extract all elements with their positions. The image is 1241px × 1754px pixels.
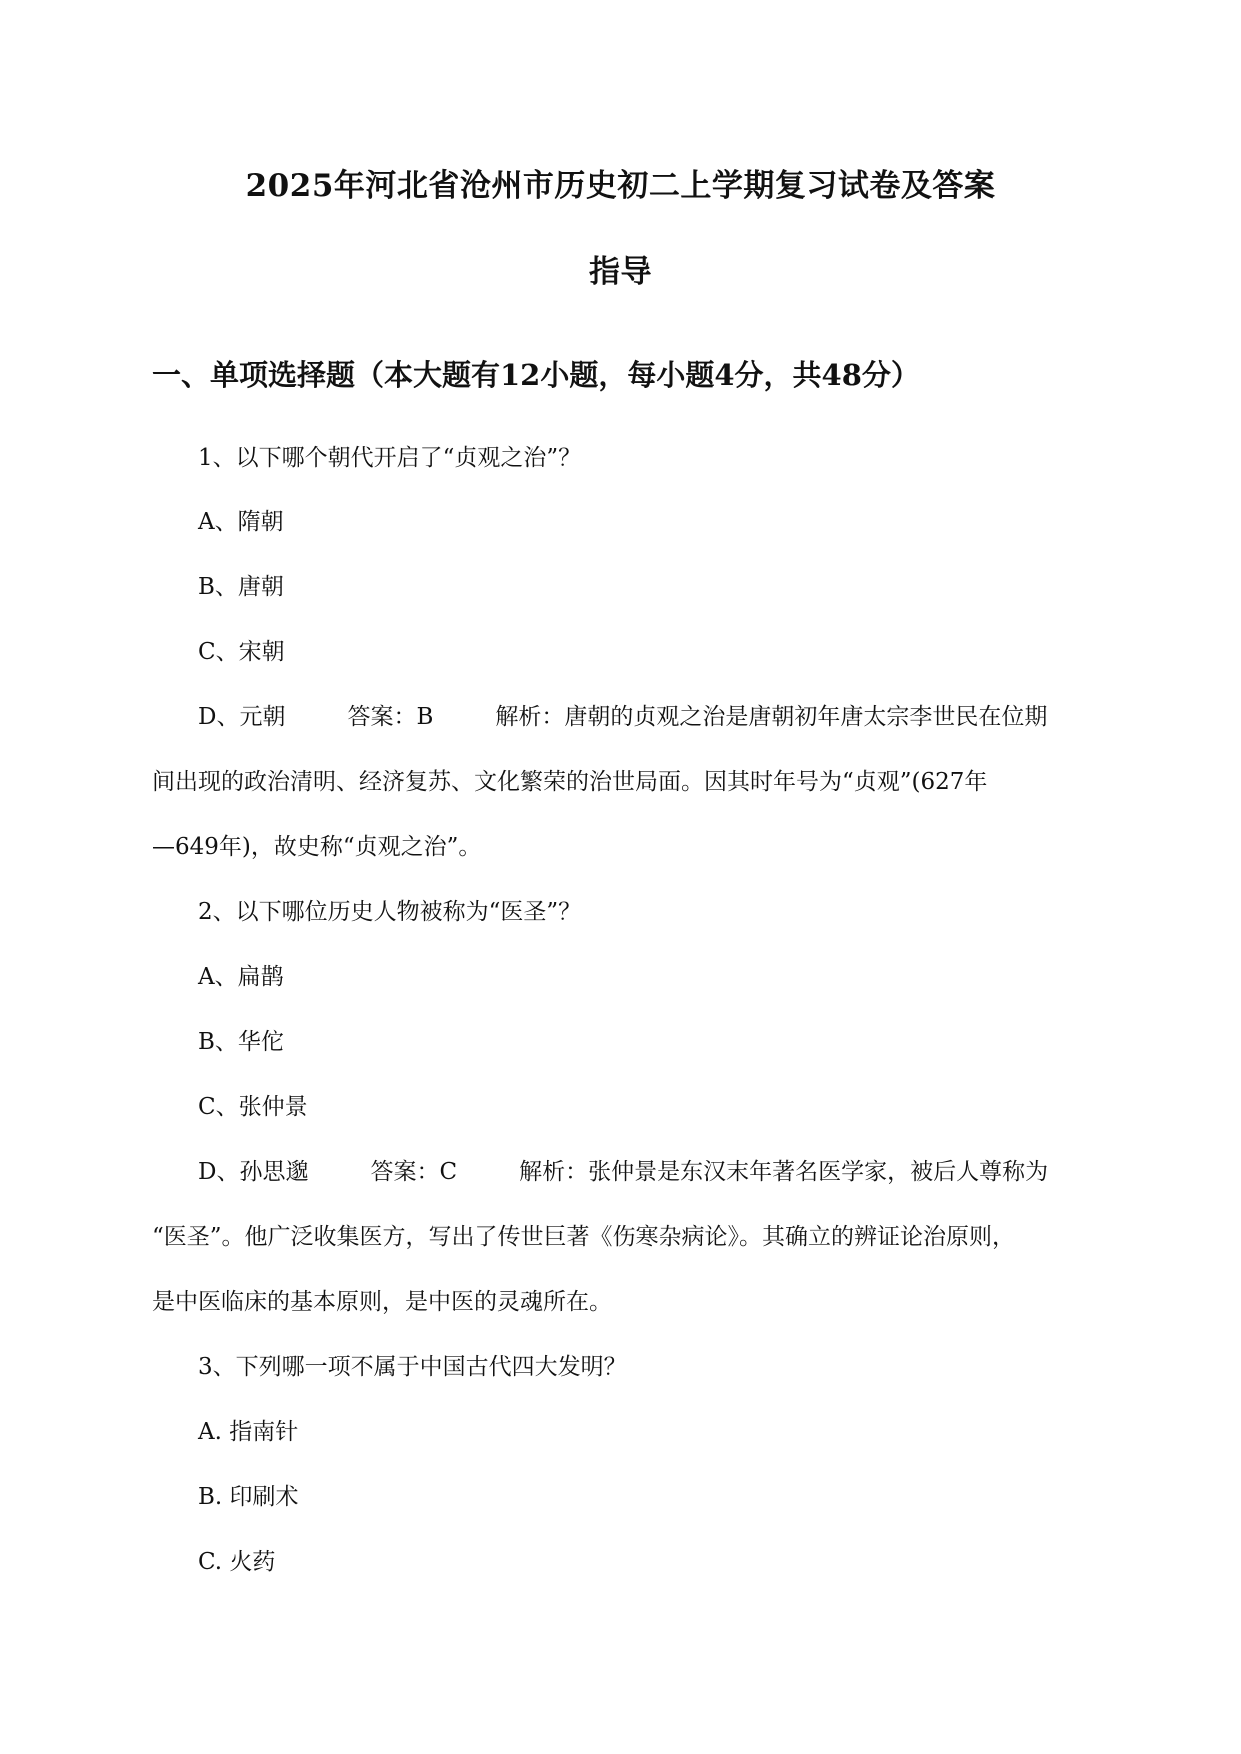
question-2-option-a: A、扁鹊 — [198, 964, 284, 990]
question-2-stem: 2、以下哪位历史人物被称为“医圣”？ — [198, 899, 582, 925]
question-2-option-d: D、孙思邈 — [198, 1159, 309, 1185]
question-1-option-c: C、宋朝 — [198, 639, 285, 665]
section-heading: 一、单项选择题（本大题有12小题，每小题4分，共48分） — [152, 358, 920, 392]
document-title-line-1: 2025年河北省沧州市历史初二上学期复习试卷及答案 — [245, 168, 996, 204]
question-3-stem: 3、下列哪一项不属于中国古代四大发明？ — [198, 1354, 627, 1380]
question-1-answer: 答案：B — [347, 704, 434, 730]
question-1-analysis-line-2: 间出现的政治清明、经济复苏、文化繁荣的治世局面。因其时年号为“贞观”(627年 — [152, 769, 988, 795]
question-2-analysis-line-3: 是中医临床的基本原则，是中医的灵魂所在。 — [152, 1289, 612, 1315]
question-1-option-d: D、元朝 — [198, 704, 286, 730]
question-1-option-a: A、隋朝 — [198, 509, 284, 535]
question-3-option-a: A. 指南针 — [198, 1419, 299, 1445]
question-3-option-c: C. 火药 — [198, 1549, 276, 1575]
question-1-option-b: B、唐朝 — [198, 574, 284, 600]
question-2-answer-line — [198, 1153, 1048, 1186]
question-1-analysis: 解析：唐朝的贞观之治是唐朝初年唐太宗李世民在位期 — [495, 704, 1048, 730]
question-1-analysis-line-3: —649年)，故史称“贞观之治”。 — [152, 834, 482, 860]
question-1-stem: 1、以下哪个朝代开启了“贞观之治”？ — [198, 445, 582, 471]
question-1-answer-line — [198, 698, 1047, 731]
document-title-line-2: 指导 — [589, 254, 652, 290]
question-2-analysis-line-2: “医圣”。他广泛收集医方，写出了传世巨著《伤寒杂病论》。其确立的辨证论治原则， — [152, 1224, 1016, 1250]
question-2-analysis: 解析：张仲景是东汉末年著名医学家，被后人尊称为 — [519, 1159, 1049, 1185]
question-3-option-b: B. 印刷术 — [198, 1484, 299, 1510]
question-2-option-b: B、华佗 — [198, 1029, 284, 1055]
question-2-option-c: C、张仲景 — [198, 1094, 308, 1120]
question-2-answer: 答案：C — [370, 1159, 458, 1185]
